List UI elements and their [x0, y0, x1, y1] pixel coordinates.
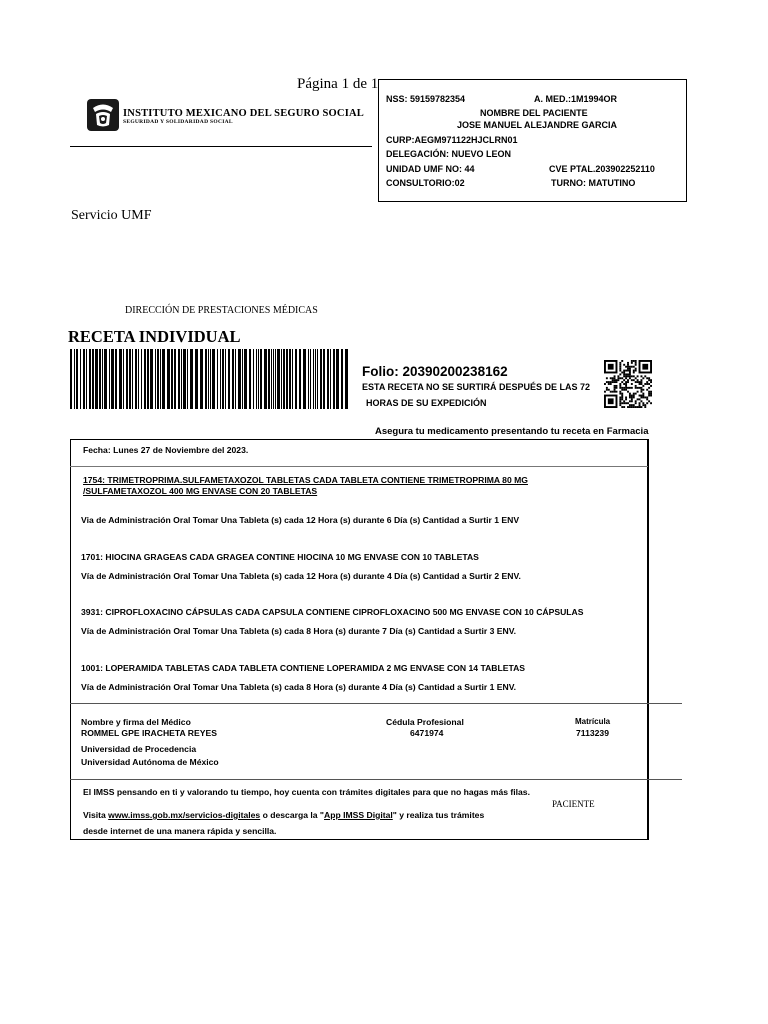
footer-line2 [83, 810, 484, 820]
imss-eagle-icon [86, 98, 120, 132]
a-med: A. MED.:1M1994OR [534, 94, 618, 104]
paciente-label: PACIENTE [552, 799, 595, 809]
unidad: UNIDAD UMF NO: 44 [386, 164, 475, 174]
matricula-label: Matrícula [575, 717, 611, 726]
meds-divider [70, 703, 682, 704]
cve-ptal: CVE PTAL.203902252110 [549, 164, 655, 174]
matricula: 7113239 [576, 728, 609, 738]
med-1-line1: 1754: TRIMETROPRIMA.SULFAMETAXOZOL TABLETAS CADA TABLETA CONTIENE TRIMETROPRIMA 80 MG [83, 475, 528, 485]
nss: NSS: 59159782354 [386, 94, 466, 104]
med-2-line1: 1701: HIOCINA GRAGEAS CADA GRAGEA CONTINE HIOCINA 10 MG ENVASE CON 10 TABLETAS [81, 552, 479, 562]
turno: TURNO: MATUTINO [551, 178, 636, 188]
footer-line1: El IMSS pensando en ti y valorando tu tiempo, hoy cuenta con trámites digitales para que no hagas más filas. [83, 787, 530, 797]
asegura-note: Asegura tu medicamento presentando tu receta en Farmacia [375, 426, 649, 437]
patient-name: JOSE MANUEL ALEJANDRE GARCIA [457, 120, 618, 130]
prescription-box [70, 439, 649, 840]
consultorio: CONSULTORIO:02 [386, 178, 465, 188]
med-4-instructions: Vía de Administración Oral Tomar Una Tableta (s) cada 8 Hora (s) durante 4 Día (s) Cantidad a Surtir 1 ENV. [81, 682, 517, 692]
patient-name-label: NOMBRE DEL PACIENTE [480, 108, 588, 118]
med-2-instructions: Vía de Administración Oral Tomar Una Tableta (s) cada 12 Hora (s) durante 4 Día (s) Cantidad a Surtir 2 ENV. [81, 571, 521, 581]
cedula: 6471974 [410, 728, 444, 738]
qr-code [604, 360, 652, 408]
institution-name: INSTITUTO MEXICANO DEL SEGURO SOCIAL [123, 108, 364, 119]
header-divider [70, 146, 372, 147]
expiry-warning-line2: HORAS DE SU EXPEDICIÓN [366, 398, 487, 408]
med-4-line1: 1001: LOPERAMIDA TABLETAS CADA TABLETA CONTIENE LOPERAMIDA 2 MG ENVASE CON 14 TABLETAS [81, 663, 526, 673]
folio: Folio: 20390200238162 [362, 364, 508, 379]
imss-logo [86, 98, 364, 132]
university: Universidad Autónoma de México [81, 757, 219, 767]
imss-url-link[interactable]: www.imss.gob.mx/servicios-digitales [108, 810, 261, 820]
doctor-label: Nombre y firma del Médico [81, 717, 191, 727]
cedula-label: Cédula Profesional [386, 717, 464, 727]
direccion: DIRECCIÓN DE PRESTACIONES MÉDICAS [125, 305, 318, 316]
barcode [70, 349, 348, 409]
doctor-divider [70, 779, 682, 780]
visita-text: Visita [83, 810, 109, 820]
fecha-divider [70, 466, 648, 467]
page-number: Página 1 de 1 [297, 76, 379, 92]
servicio: Servicio UMF [71, 208, 152, 223]
med-1-line2: /SULFAMETAXOZOL 400 MG ENVASE CON 20 TABLETAS [83, 486, 318, 496]
university-label: Universidad de Procedencia [81, 744, 197, 754]
patient-info-box [378, 79, 687, 202]
descarga-text: o descarga la " [260, 810, 324, 820]
footer-line3: desde internet de una manera rápida y sencilla. [83, 826, 277, 836]
institution-tagline: SEGURIDAD Y SOLIDARIDAD SOCIAL [123, 119, 233, 125]
doctor-name: ROMMEL GPE IRACHETA REYES [81, 728, 217, 738]
expiry-warning-line1: ESTA RECETA NO SE SURTIRÁ DESPUÉS DE LAS 72 [362, 382, 591, 392]
app-imss-link[interactable]: App IMSS Digital [324, 810, 393, 820]
fecha: Fecha: Lunes 27 de Noviembre del 2023. [83, 445, 249, 455]
med-1-instructions: Via de Administración Oral Tomar Una Tableta (s) cada 12 Hora (s) durante 6 Día (s) Cantidad a Surtir 1 ENV [81, 515, 520, 525]
med-3-instructions: Vía de Administración Oral Tomar Una Tableta (s) cada 8 Hora (s) durante 7 Día (s) Cantidad a Surtir 3 ENV. [81, 626, 517, 636]
delegacion: DELEGACIÓN: NUEVO LEON [386, 149, 512, 159]
med-3-line1: 3931: CIPROFLOXACINO CÁPSULAS CADA CAPSULA CONTIENE CIPROFLOXACINO 500 MG ENVASE CON 10 CÁPSULAS [81, 607, 584, 617]
curp: CURP:AEGM971122HJCLRN01 [386, 135, 518, 145]
page-title: RECETA INDIVIDUAL [68, 327, 241, 346]
tramites-text: " y realiza tus trámites [392, 810, 485, 820]
